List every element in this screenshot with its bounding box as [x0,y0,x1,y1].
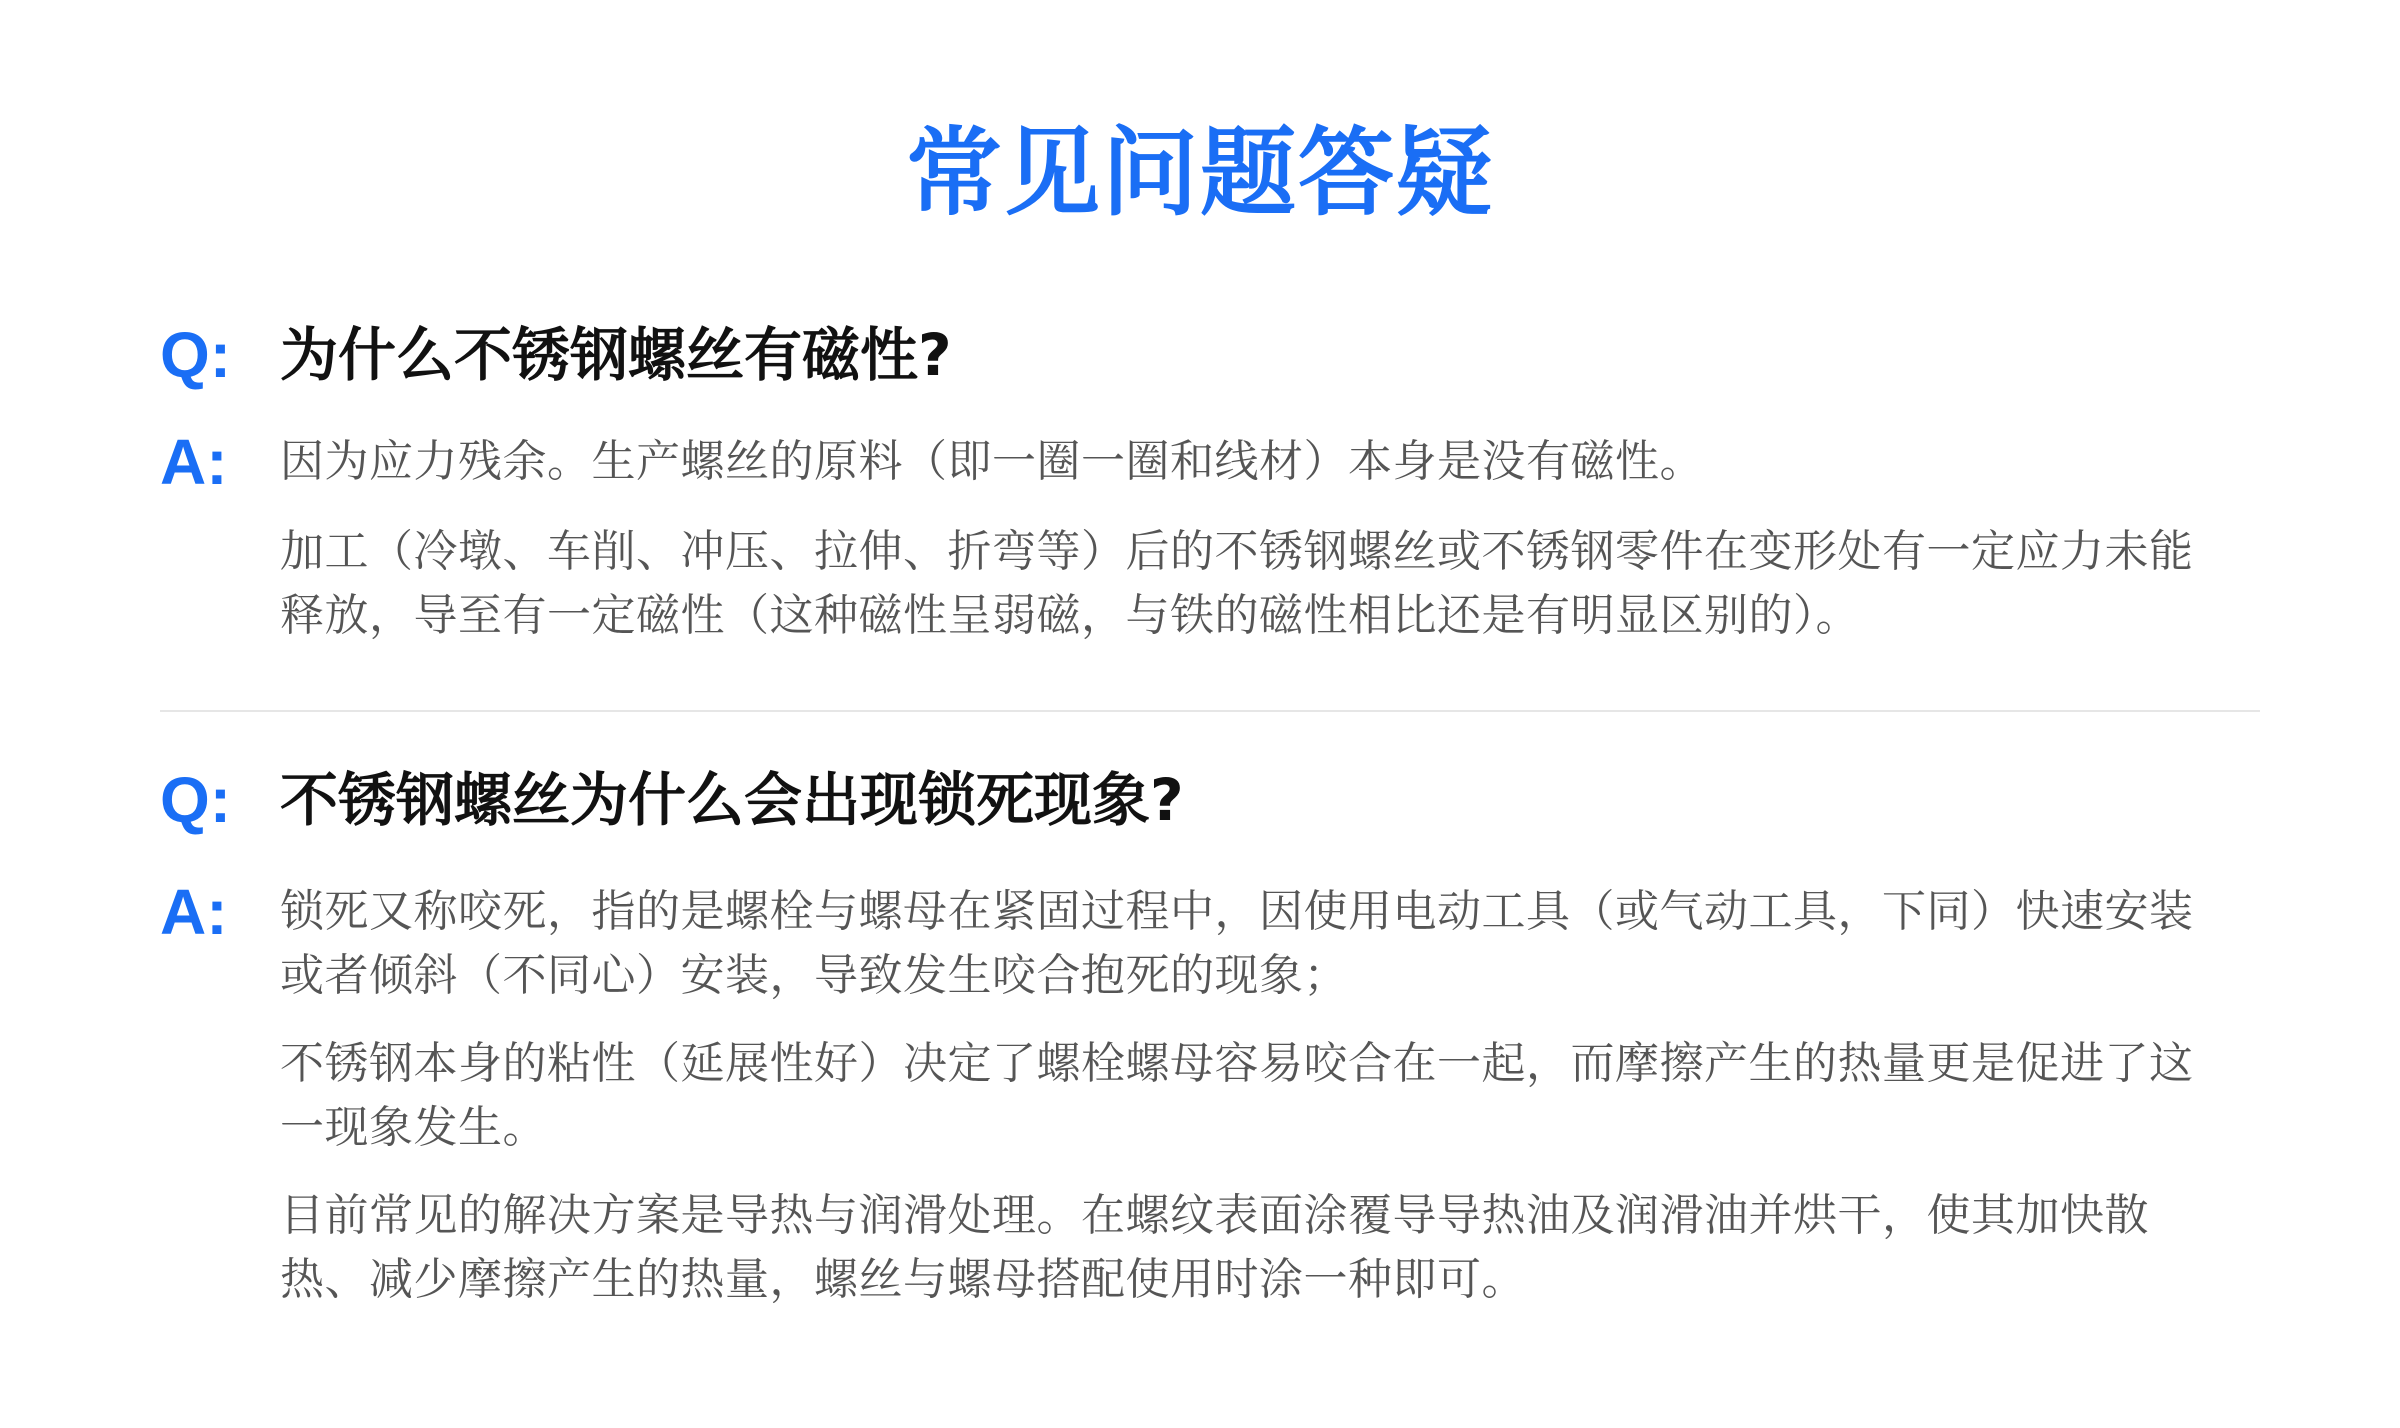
answer-paragraph: 锁死又称咬死，指的是螺栓与螺母在紧固过程中，因使用电动工具（或气动工具，下同）快速安装或者倾斜（不同心）安装，导致发生咬合抱死的现象； [280,886,2194,1001]
question-text: 为什么不锈钢螺丝有磁性? [280,321,952,389]
faq-item-2 [160,760,2240,1320]
page-title: 常见问题答疑 [906,117,1494,229]
q-marker: Q: [160,319,232,391]
answer-paragraph: 加工（冷墩、车削、冲压、拉伸、折弯等）后的不锈钢螺丝或不锈钢零件在变形处有一定应力未能释放，导至有一定磁性（这种磁性呈弱磁，与铁的磁性相比还是有明显区别的）。 [280,526,2194,641]
a-marker: A: [160,426,228,498]
answer-paragraph: 因为应力残余。生产螺丝的原料（即一圈一圈和线材）本身是没有磁性。 [280,436,1704,487]
answer-paragraph: 目前常见的解决方案是导热与润滑处理。在螺纹表面涂覆导导热油及润滑油并烘干，使其加快散热、减少摩擦产生的热量，螺丝与螺母搭配使用时涂一种即可。 [280,1190,2149,1305]
section-divider [160,710,2260,712]
question-text: 不锈钢螺丝为什么会出现锁死现象? [280,766,1184,834]
faq-item-1 [160,315,2240,675]
q-marker: Q: [160,764,232,836]
a-marker: A: [160,876,228,948]
answer-paragraph: 不锈钢本身的粘性（延展性好）决定了螺栓螺母容易咬合在一起，而摩擦产生的热量更是促进了这一现象发生。 [280,1038,2194,1153]
